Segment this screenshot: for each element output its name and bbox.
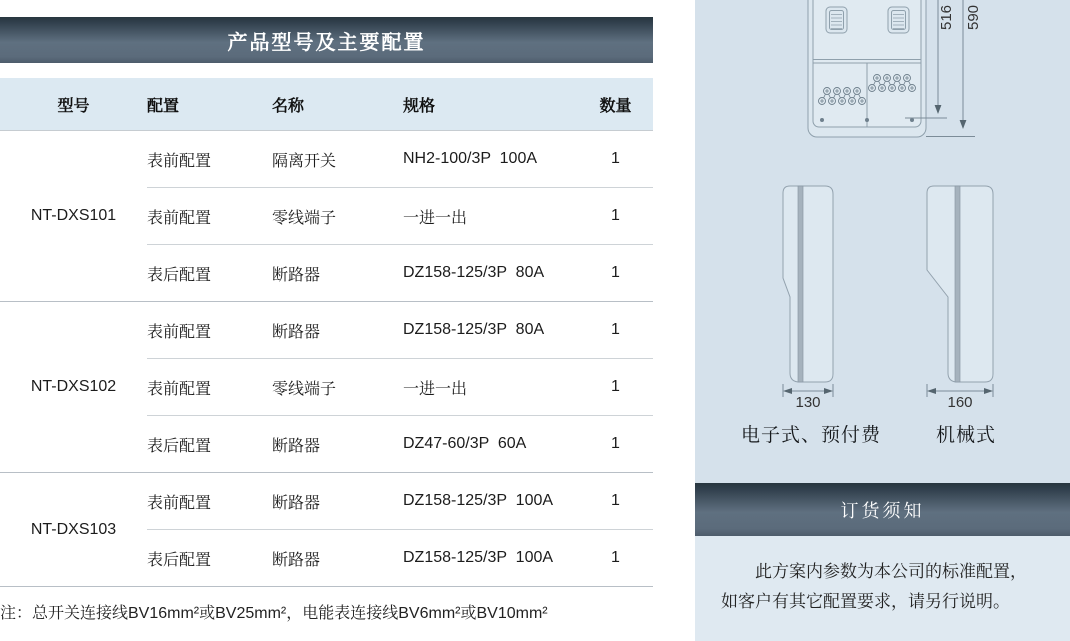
- table-row: [147, 244, 653, 301]
- spec-cell: DZ158-125/3P 100A: [403, 549, 554, 566]
- config-cell: 表前配置: [147, 209, 212, 227]
- order-notice-line: 如客户有其它配置要求，请另行说明。: [721, 592, 1010, 611]
- column-header-name: 名称: [272, 97, 305, 115]
- qty-cell: 1: [611, 492, 620, 509]
- table-group: [0, 473, 653, 587]
- name-cell: 断路器: [272, 551, 321, 569]
- config-cell: 表后配置: [147, 266, 212, 284]
- name-cell: 隔离开关: [272, 152, 337, 170]
- spec-cell: DZ47-60/3P 60A: [403, 435, 527, 452]
- order-notice-line: 此方案内参数为本公司的标准配置，: [755, 562, 1027, 581]
- config-cell: 表前配置: [147, 152, 212, 170]
- table-row: [147, 358, 653, 415]
- name-cell: 零线端子: [272, 209, 337, 227]
- spec-table-title: 产品型号及主要配置: [227, 31, 426, 54]
- caption-mechanical: 机械式: [935, 425, 997, 446]
- qty-cell: 1: [611, 378, 620, 395]
- qty-cell: 1: [611, 435, 620, 452]
- dim-label-130: 130: [795, 394, 821, 411]
- config-cell: 表前配置: [147, 323, 212, 341]
- front-view-drawing: [695, 0, 1070, 150]
- table-header-row: [0, 78, 653, 131]
- qty-cell: 1: [611, 264, 620, 281]
- qty-cell: 1: [611, 207, 620, 224]
- group-rows: [147, 131, 653, 301]
- spec-cell: 一进一出: [403, 209, 468, 227]
- model-cell: NT-DXS101: [30, 207, 117, 224]
- spec-cell: DZ158-125/3P 80A: [403, 264, 545, 281]
- qty-cell: 1: [611, 549, 620, 566]
- spec-table-title-bar: [0, 17, 653, 63]
- right-panel: [695, 0, 1070, 641]
- caption-electronic-prepaid: 电子式、预付费: [740, 425, 882, 446]
- name-cell: 断路器: [272, 323, 321, 341]
- table-row: [147, 415, 653, 472]
- table-row: [147, 187, 653, 244]
- side-view-electronic: [783, 186, 833, 382]
- column-header-config: 配置: [147, 97, 180, 115]
- order-notice-title-bar: [695, 483, 1070, 536]
- dim-label-590: 590: [965, 4, 982, 30]
- footnote: 注：总开关连接线BV16mm²或BV25mm²，电能表连接线BV6mm²或BV10mm²: [0, 605, 548, 622]
- qty-cell: 1: [611, 321, 620, 338]
- spec-cell: DZ158-125/3P 80A: [403, 321, 545, 338]
- table-row: [147, 302, 653, 358]
- spec-cell: 一进一出: [403, 380, 468, 398]
- order-notice-title: 订货须知: [840, 500, 925, 521]
- name-cell: 断路器: [272, 494, 321, 512]
- spec-cell: NH2-100/3P 100A: [403, 150, 538, 167]
- config-cell: 表后配置: [147, 437, 212, 455]
- group-rows: [147, 473, 653, 586]
- column-header-qty: 数量: [599, 97, 632, 115]
- model-cell: NT-DXS103: [30, 520, 117, 538]
- spec-cell: DZ158-125/3P 100A: [403, 492, 554, 509]
- vent-grille-icon: [826, 7, 847, 33]
- dim-label-516: 516: [938, 4, 955, 30]
- model-cell: NT-DXS102: [30, 378, 117, 395]
- table-row: [147, 529, 653, 586]
- config-cell: 表后配置: [147, 551, 212, 569]
- qty-cell: 1: [611, 150, 620, 167]
- column-header-model: 型号: [57, 97, 90, 115]
- config-cell: 表前配置: [147, 494, 212, 512]
- table-row: [147, 131, 653, 187]
- order-notice-body: [695, 536, 1070, 641]
- name-cell: 断路器: [272, 266, 321, 284]
- table-group: [0, 302, 653, 473]
- column-header-spec: 规格: [403, 97, 436, 115]
- side-views-drawing: [695, 160, 1070, 420]
- config-cell: 表前配置: [147, 380, 212, 398]
- name-cell: 断路器: [272, 437, 321, 455]
- table-group: [0, 131, 653, 302]
- vent-grille-icon: [888, 7, 909, 33]
- group-rows: [147, 302, 653, 472]
- name-cell: 零线端子: [272, 380, 337, 398]
- table-row: [147, 473, 653, 529]
- dim-label-160: 160: [947, 394, 973, 411]
- side-view-mechanical: [927, 186, 993, 382]
